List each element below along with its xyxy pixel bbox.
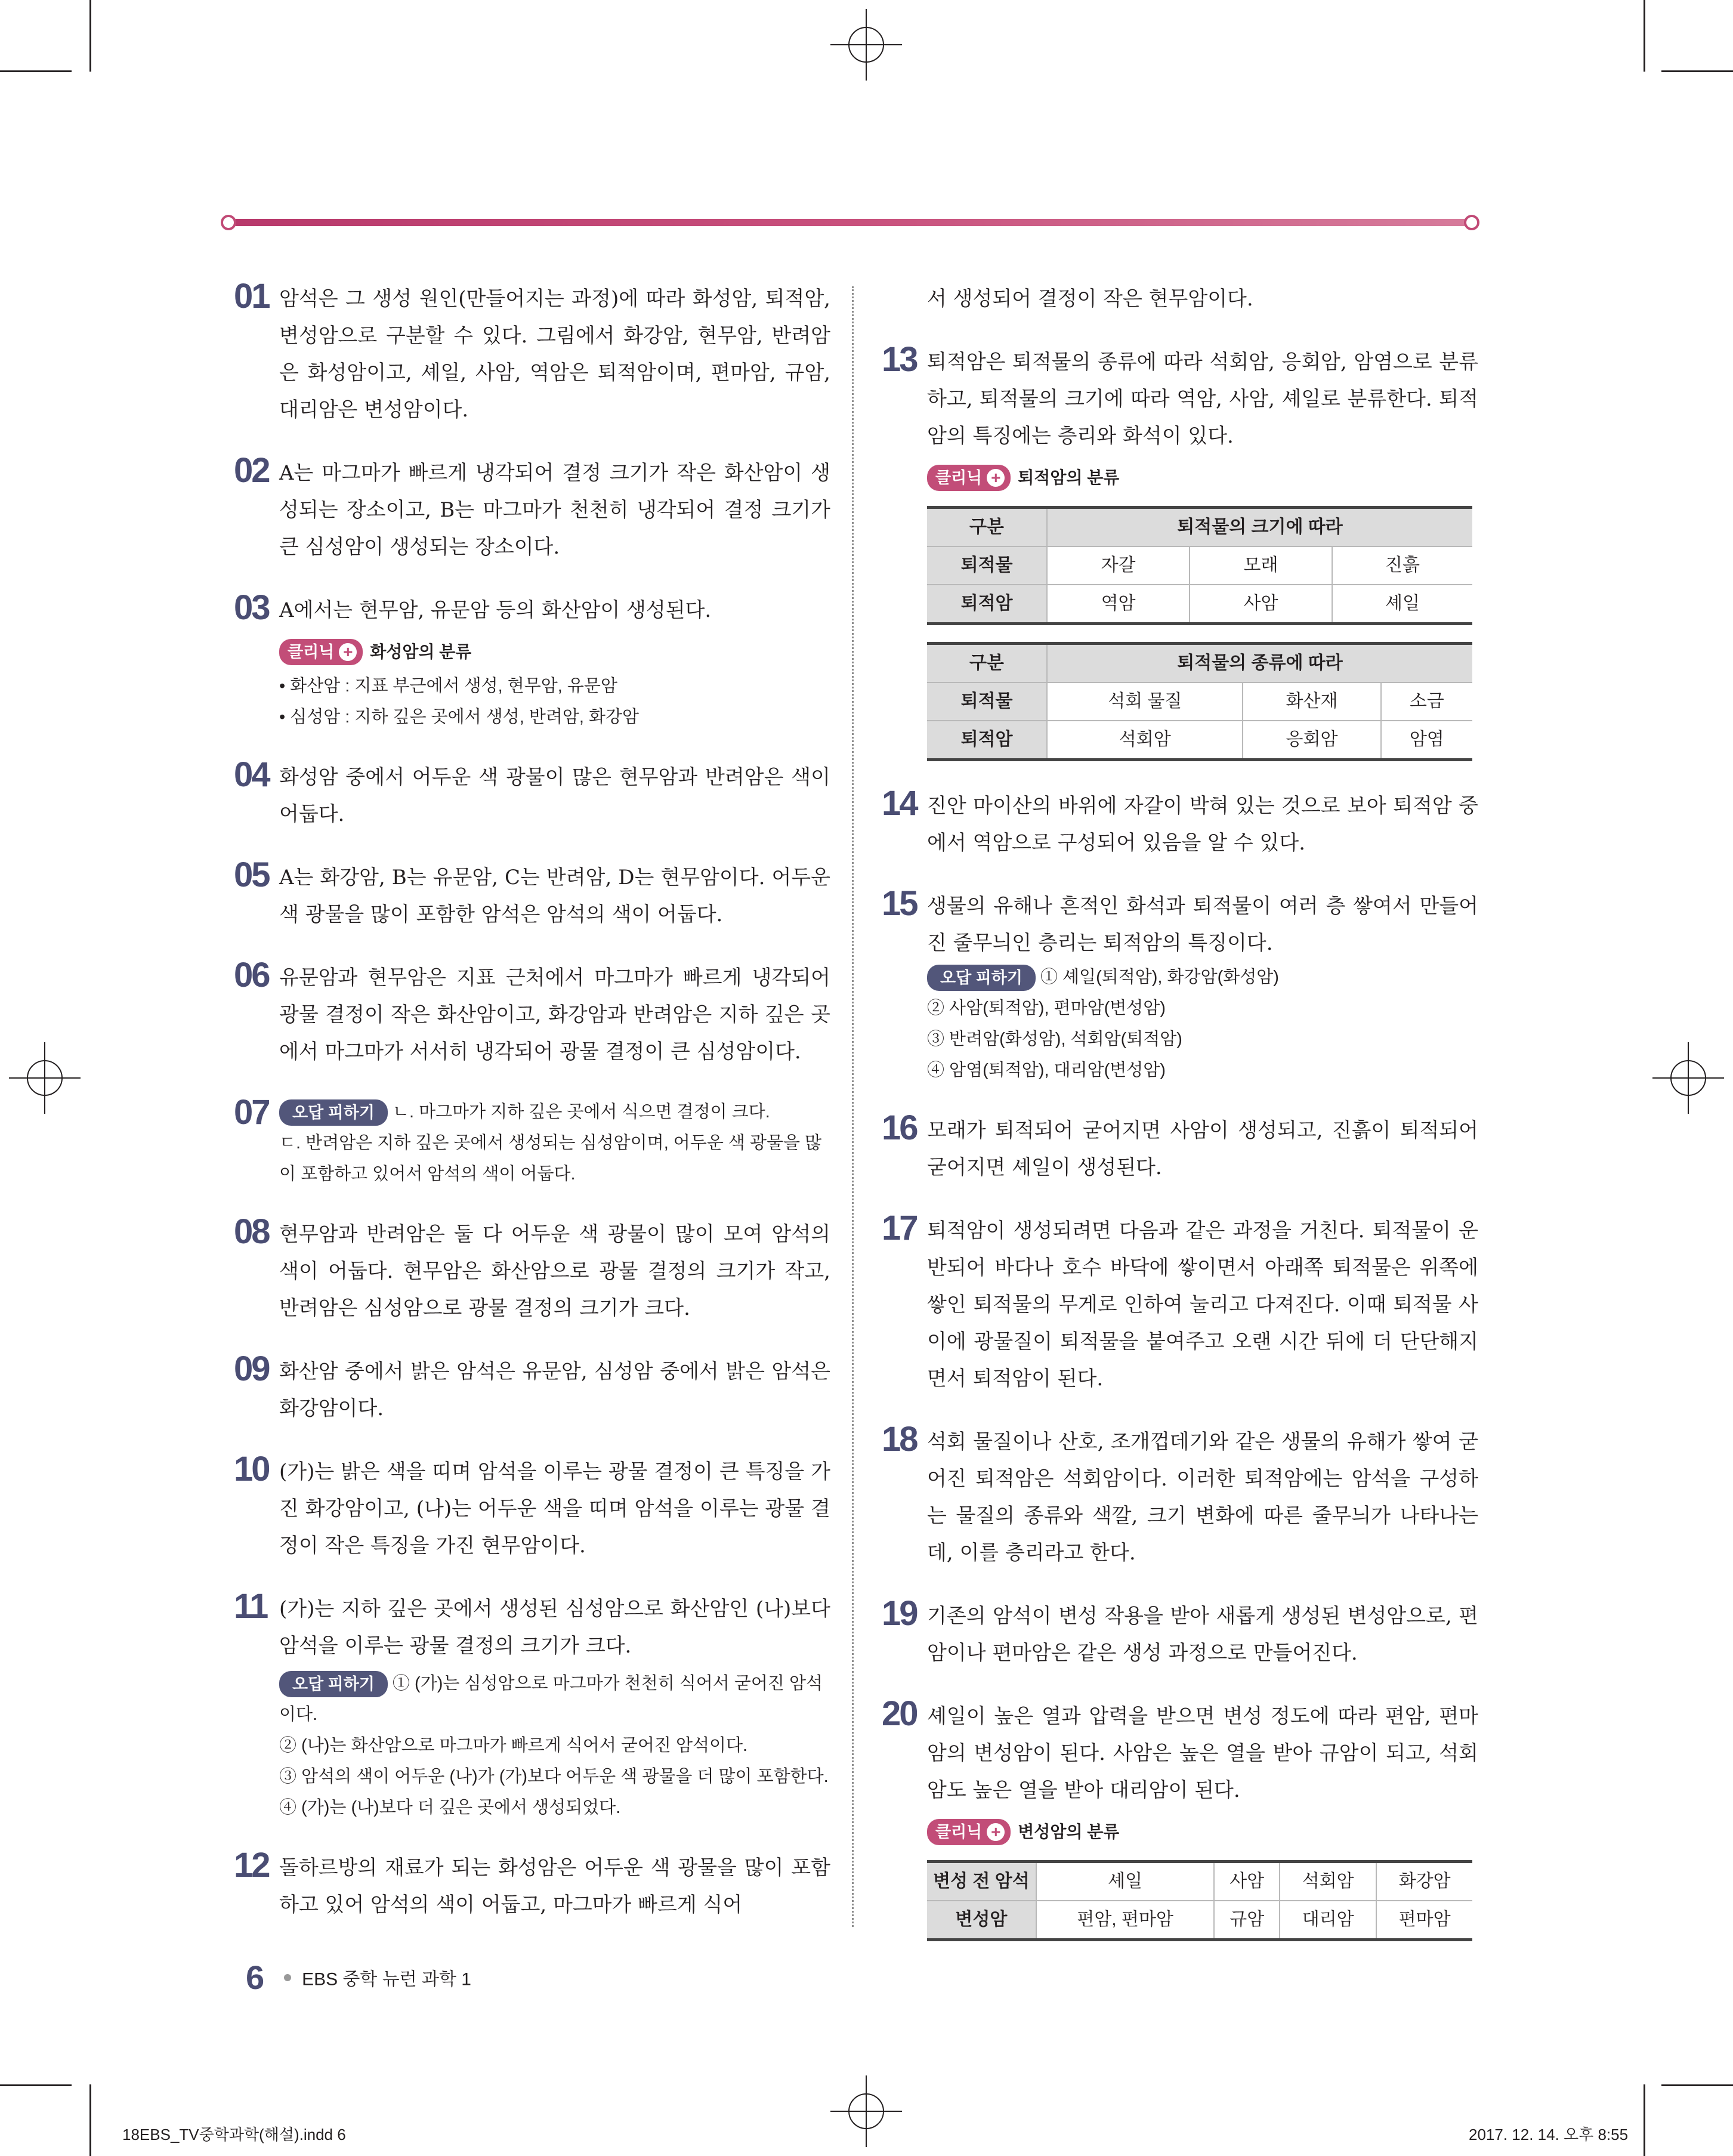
answer-item-12 (234, 1846, 830, 1923)
table-row-header: 변성암 (927, 1901, 1036, 1940)
print-slug-filename: 18EBS_TV중학과학(해설).indd 6 (122, 2126, 346, 2143)
bullet-dot-icon (284, 1974, 291, 1981)
clinic-badge: 클리닉 + (279, 639, 363, 665)
item-number: 19 (882, 1594, 917, 1633)
item-number: 14 (882, 784, 917, 823)
item-number: 08 (234, 1212, 269, 1251)
answer-item-07 (234, 1093, 830, 1190)
table-header: 퇴적물의 크기에 따라 (1047, 508, 1472, 547)
crop-mark (1644, 0, 1645, 72)
right-column (882, 280, 1478, 1967)
avoid-note: ① (가)는 심성암으로 마그마가 천천히 식어서 굳어진 암석이다. (279, 1674, 823, 1724)
item-text: 퇴적암은 퇴적물의 종류에 따라 석회암, 응회암, 암염으로 분류하고, 퇴적물의 크기에 따라 역암, 사암, 셰일로 분류한다. 퇴적암의 특징에는 층리와 화석이 있다. (927, 350, 1478, 448)
clinic-badge: 클리닉 + (927, 465, 1011, 491)
plus-icon: + (987, 469, 1005, 487)
item-text: 화산암 중에서 밝은 암석은 유문암, 심성암 중에서 밝은 암석은 화강암이다. (279, 1360, 830, 1420)
item-text: 암석은 그 생성 원인(만들어지는 과정)에 따라 화성암, 퇴적암, 변성암으로 구분할 수 있다. 그림에서 화강암, 현무암, 반려암은 화성암이고, 셰일, 사암, 역암은 퇴적암이며, 편마암, 규암, 대리암은 변성암이다. (279, 287, 830, 422)
table-header: 구분 (927, 508, 1047, 547)
item-text: 셰일이 높은 열과 압력을 받으면 변성 정도에 따라 편암, 편마암의 변성암이 된다. 사암은 높은 열을 받아 규암이 되고, 석회암도 높은 열을 받아 대리암이 된다. (927, 1704, 1478, 1802)
table-cell: 규암 (1214, 1901, 1279, 1940)
answer-item-15 (882, 884, 1478, 1086)
item-text: A는 화강암, B는 유문암, C는 반려암, D는 현무암이다. 어두운 색 광물을 많이 포함한 암석은 암석의 색이 어둡다. (279, 866, 830, 926)
bar-end-dot-icon (1464, 215, 1479, 230)
registration-mark-icon (9, 1042, 81, 1114)
metamorphic-table (927, 1860, 1472, 1941)
item-text: 서 생성되어 결정이 작은 현무암이다. (927, 287, 1253, 311)
registration-mark-icon (830, 2075, 902, 2147)
table-row-header: 변성 전 암석 (927, 1862, 1036, 1901)
table-cell: 역암 (1047, 585, 1190, 624)
table-row-header: 퇴적암 (927, 585, 1047, 624)
answer-item-14 (882, 784, 1478, 861)
item-number: 06 (234, 956, 269, 994)
avoid-note: ④ 암염(퇴적암), 대리암(변성암) (927, 1061, 1166, 1080)
item-text: 유문암과 현무암은 지표 근처에서 마그마가 빠르게 냉각되어 광물 결정이 작은 화산암이고, 화강암과 반려암은 지하 깊은 곳에서 마그마가 서서히 냉각되어 광물 결정이 큰 심성암이다. (279, 966, 830, 1064)
table-cell: 편마암 (1376, 1901, 1472, 1940)
crop-mark (1661, 70, 1733, 72)
table-cell: 사암 (1190, 585, 1332, 624)
item-number: 03 (234, 588, 269, 627)
table-header: 퇴적물의 종류에 따라 (1047, 644, 1472, 683)
answer-item-17 (882, 1209, 1478, 1397)
item-number: 07 (234, 1093, 269, 1132)
registration-mark-icon (830, 9, 902, 81)
clinic-note: • 심성암 : 지하 깊은 곳에서 생성, 반려암, 화강암 (279, 708, 640, 727)
item-text: (가)는 밝은 색을 띠며 암석을 이루는 광물 결정이 큰 특징을 가진 화강암이고, (나)는 어두운 색을 띠며 암석을 이루는 광물 결정이 작은 특징을 가진 현무암이다. (279, 1460, 830, 1558)
table-cell: 편암, 편마암 (1036, 1901, 1215, 1940)
table-cell: 셰일 (1036, 1862, 1215, 1901)
table-cell: 암염 (1381, 721, 1472, 760)
item-text: 화성암 중에서 어두운 색 광물이 많은 현무암과 반려암은 색이 어둡다. (279, 765, 830, 826)
clinic-title: 퇴적암의 분류 (1018, 468, 1120, 487)
clinic-title: 화성암의 분류 (370, 643, 472, 661)
table-cell: 화강암 (1376, 1862, 1472, 1901)
answer-item-04 (234, 755, 830, 833)
item-text: 현무암과 반려암은 둘 다 어두운 색 광물이 많이 모여 암석의 색이 어둡다. 현무암은 화산암으로 광물 결정의 크기가 작고, 반려암은 심성암으로 광물 결정의 크기가 크다. (279, 1222, 830, 1320)
table-row-header: 퇴적물 (927, 682, 1047, 721)
book-title: EBS 중학 뉴런 과학 1 (302, 1969, 471, 1990)
item-number: 16 (882, 1108, 917, 1147)
answer-item-03 (234, 588, 830, 733)
sediment-kind-table (927, 642, 1472, 761)
avoid-note: ① 셰일(퇴적암), 화강암(화성암) (1040, 968, 1279, 987)
table-cell: 대리암 (1280, 1901, 1376, 1940)
avoid-note: ④ (가)는 (나)보다 더 깊은 곳에서 생성되었다. (279, 1798, 621, 1817)
item-number: 18 (882, 1420, 917, 1459)
table-cell: 석회암 (1280, 1862, 1376, 1901)
item-text: 퇴적암이 생성되려면 다음과 같은 과정을 거친다. 퇴적물이 운반되어 바다나 호수 바닥에 쌓이면서 아래쪽 퇴적물은 위쪽에 쌓인 퇴적물의 무게로 인하여 눌리고 다져진다. 이때 퇴적물 사이에 광물질이 퇴적물을 붙여주고 오랜 시간 뒤에 더 단단해지면서 퇴적암이 된다. (927, 1219, 1478, 1391)
crop-mark (0, 2084, 72, 2086)
item-text: 기존의 암석이 변성 작용을 받아 새롭게 생성된 변성암으로, 편암이나 편마암은 같은 생성 과정으로 만들어진다. (927, 1604, 1478, 1665)
item-text: 돌하르방의 재료가 되는 화성암은 어두운 색 광물을 많이 포함하고 있어 암석의 색이 어둡고, 마그마가 빠르게 식어 (279, 1856, 830, 1917)
table-cell: 자갈 (1047, 546, 1190, 585)
item-number: 09 (234, 1349, 269, 1388)
table-header: 구분 (927, 644, 1047, 683)
answer-item-13 (882, 340, 1478, 761)
answer-item-20 (882, 1694, 1478, 1941)
item-number: 05 (234, 855, 269, 894)
item-text: 모래가 퇴적되어 굳어지면 사암이 생성되고, 진흙이 퇴적되어 굳어지면 셰일이 생성된다. (927, 1119, 1478, 1179)
answer-item-18 (882, 1420, 1478, 1571)
item-text: A에서는 현무암, 유문암 등의 화산암이 생성된다. (279, 598, 712, 622)
sediment-size-table (927, 506, 1472, 625)
item-text: 진안 마이산의 바위에 자갈이 박혀 있는 것으로 보아 퇴적암 중에서 역암으로 구성되어 있음을 알 수 있다. (927, 794, 1478, 855)
table-cell: 석회암 (1047, 721, 1243, 760)
answer-item-10 (234, 1450, 830, 1564)
answer-item-11 (234, 1587, 830, 1823)
bar-end-dot-icon (221, 215, 236, 230)
avoid-note: ③ 암석의 색이 어두운 (나)가 (가)보다 어두운 색 광물을 더 많이 포함한다. (279, 1767, 829, 1786)
table-cell: 응회암 (1243, 721, 1380, 760)
avoid-note: ㄷ. 반려암은 지하 깊은 곳에서 생성되는 심성암이며, 어두운 색 광물을 많이 포함하고 있어서 암석의 색이 어둡다. (279, 1133, 822, 1184)
answer-item-05 (234, 855, 830, 933)
answer-item-16 (882, 1108, 1478, 1186)
answer-item-19 (882, 1594, 1478, 1672)
item-number: 15 (882, 884, 917, 923)
avoid-note: ② 사암(퇴적암), 편마암(변성암) (927, 999, 1166, 1018)
item-text: A는 마그마가 빠르게 냉각되어 결정 크기가 작은 화산암이 생성되는 장소이고, B는 마그마가 천천히 냉각되어 결정 크기가 큰 심성암이 생성되는 장소이다. (279, 461, 830, 559)
avoid-note: ㄴ. 마그마가 지하 깊은 곳에서 식으면 결정이 크다. (392, 1102, 770, 1122)
crop-mark (1644, 2084, 1645, 2156)
header-bar (221, 215, 1479, 230)
table-cell: 소금 (1381, 682, 1472, 721)
answer-item-01 (234, 277, 830, 428)
clinic-note: • 화산암 : 지표 부근에서 생성, 현무암, 유문암 (279, 677, 617, 696)
print-slug-date: 2017. 12. 14. 오후 8:55 (1469, 2126, 1629, 2143)
table-cell: 모래 (1190, 546, 1332, 585)
avoid-note: ② (나)는 화산암으로 마그마가 빠르게 식어서 굳어진 암석이다. (279, 1736, 748, 1755)
avoid-note: ③ 반려암(화성암), 석회암(퇴적암) (927, 1030, 1182, 1049)
avoid-mistake-badge: 오답 피하기 (279, 1671, 388, 1697)
item-number: 11 (234, 1587, 267, 1626)
item-number: 02 (234, 451, 269, 490)
item-text: (가)는 지하 깊은 곳에서 생성된 심성암으로 화산암인 (나)보다 암석을 이루는 광물 결정의 크기가 크다. (279, 1597, 830, 1658)
table-cell: 진흙 (1332, 546, 1472, 585)
registration-mark-icon (1652, 1042, 1724, 1114)
crop-mark (89, 0, 91, 72)
plus-icon: + (339, 643, 357, 661)
table-cell: 화산재 (1243, 682, 1380, 721)
item-number: 01 (234, 277, 269, 316)
plus-icon: + (987, 1823, 1005, 1841)
answer-item-06 (234, 956, 830, 1070)
answer-item-02 (234, 451, 830, 566)
table-cell: 석회 물질 (1047, 682, 1243, 721)
answer-item-08 (234, 1212, 830, 1327)
table-cell: 셰일 (1332, 585, 1472, 624)
crop-mark (0, 70, 72, 72)
page-footer (246, 1958, 471, 1997)
crop-mark (89, 2084, 91, 2156)
item-number: 13 (882, 340, 917, 379)
item-text: 석회 물질이나 산호, 조개껍데기와 같은 생물의 유해가 쌓여 굳어진 퇴적암은 석회암이다. 이러한 퇴적암에는 암석을 구성하는 물질의 종류와 색깔, 크기 변화에 따른 줄무늬가 나타나는데, 이를 층리라고 한다. (927, 1430, 1478, 1565)
item-number: 20 (882, 1694, 917, 1733)
crop-mark (1661, 2084, 1733, 2086)
page-number: 6 (246, 1959, 265, 1996)
item-text: 생물의 유해나 흔적인 화석과 퇴적물이 여러 층 쌓여서 만들어진 줄무늬인 층리는 퇴적암의 특징이다. (927, 894, 1478, 955)
table-cell: 사암 (1214, 1862, 1279, 1901)
item-number: 12 (234, 1846, 269, 1885)
table-row-header: 퇴적암 (927, 721, 1047, 760)
answer-item-12-continued (882, 280, 1478, 317)
avoid-mistake-badge: 오답 피하기 (279, 1099, 388, 1126)
answer-item-09 (234, 1349, 830, 1427)
item-number: 04 (234, 755, 269, 794)
clinic-title: 변성암의 분류 (1018, 1823, 1120, 1841)
clinic-badge: 클리닉 + (927, 1819, 1011, 1845)
item-number: 10 (234, 1450, 269, 1488)
column-divider (852, 286, 854, 1927)
left-column (234, 277, 830, 1950)
item-number: 17 (882, 1209, 917, 1247)
table-row-header: 퇴적물 (927, 546, 1047, 585)
avoid-mistake-badge: 오답 피하기 (927, 965, 1036, 991)
